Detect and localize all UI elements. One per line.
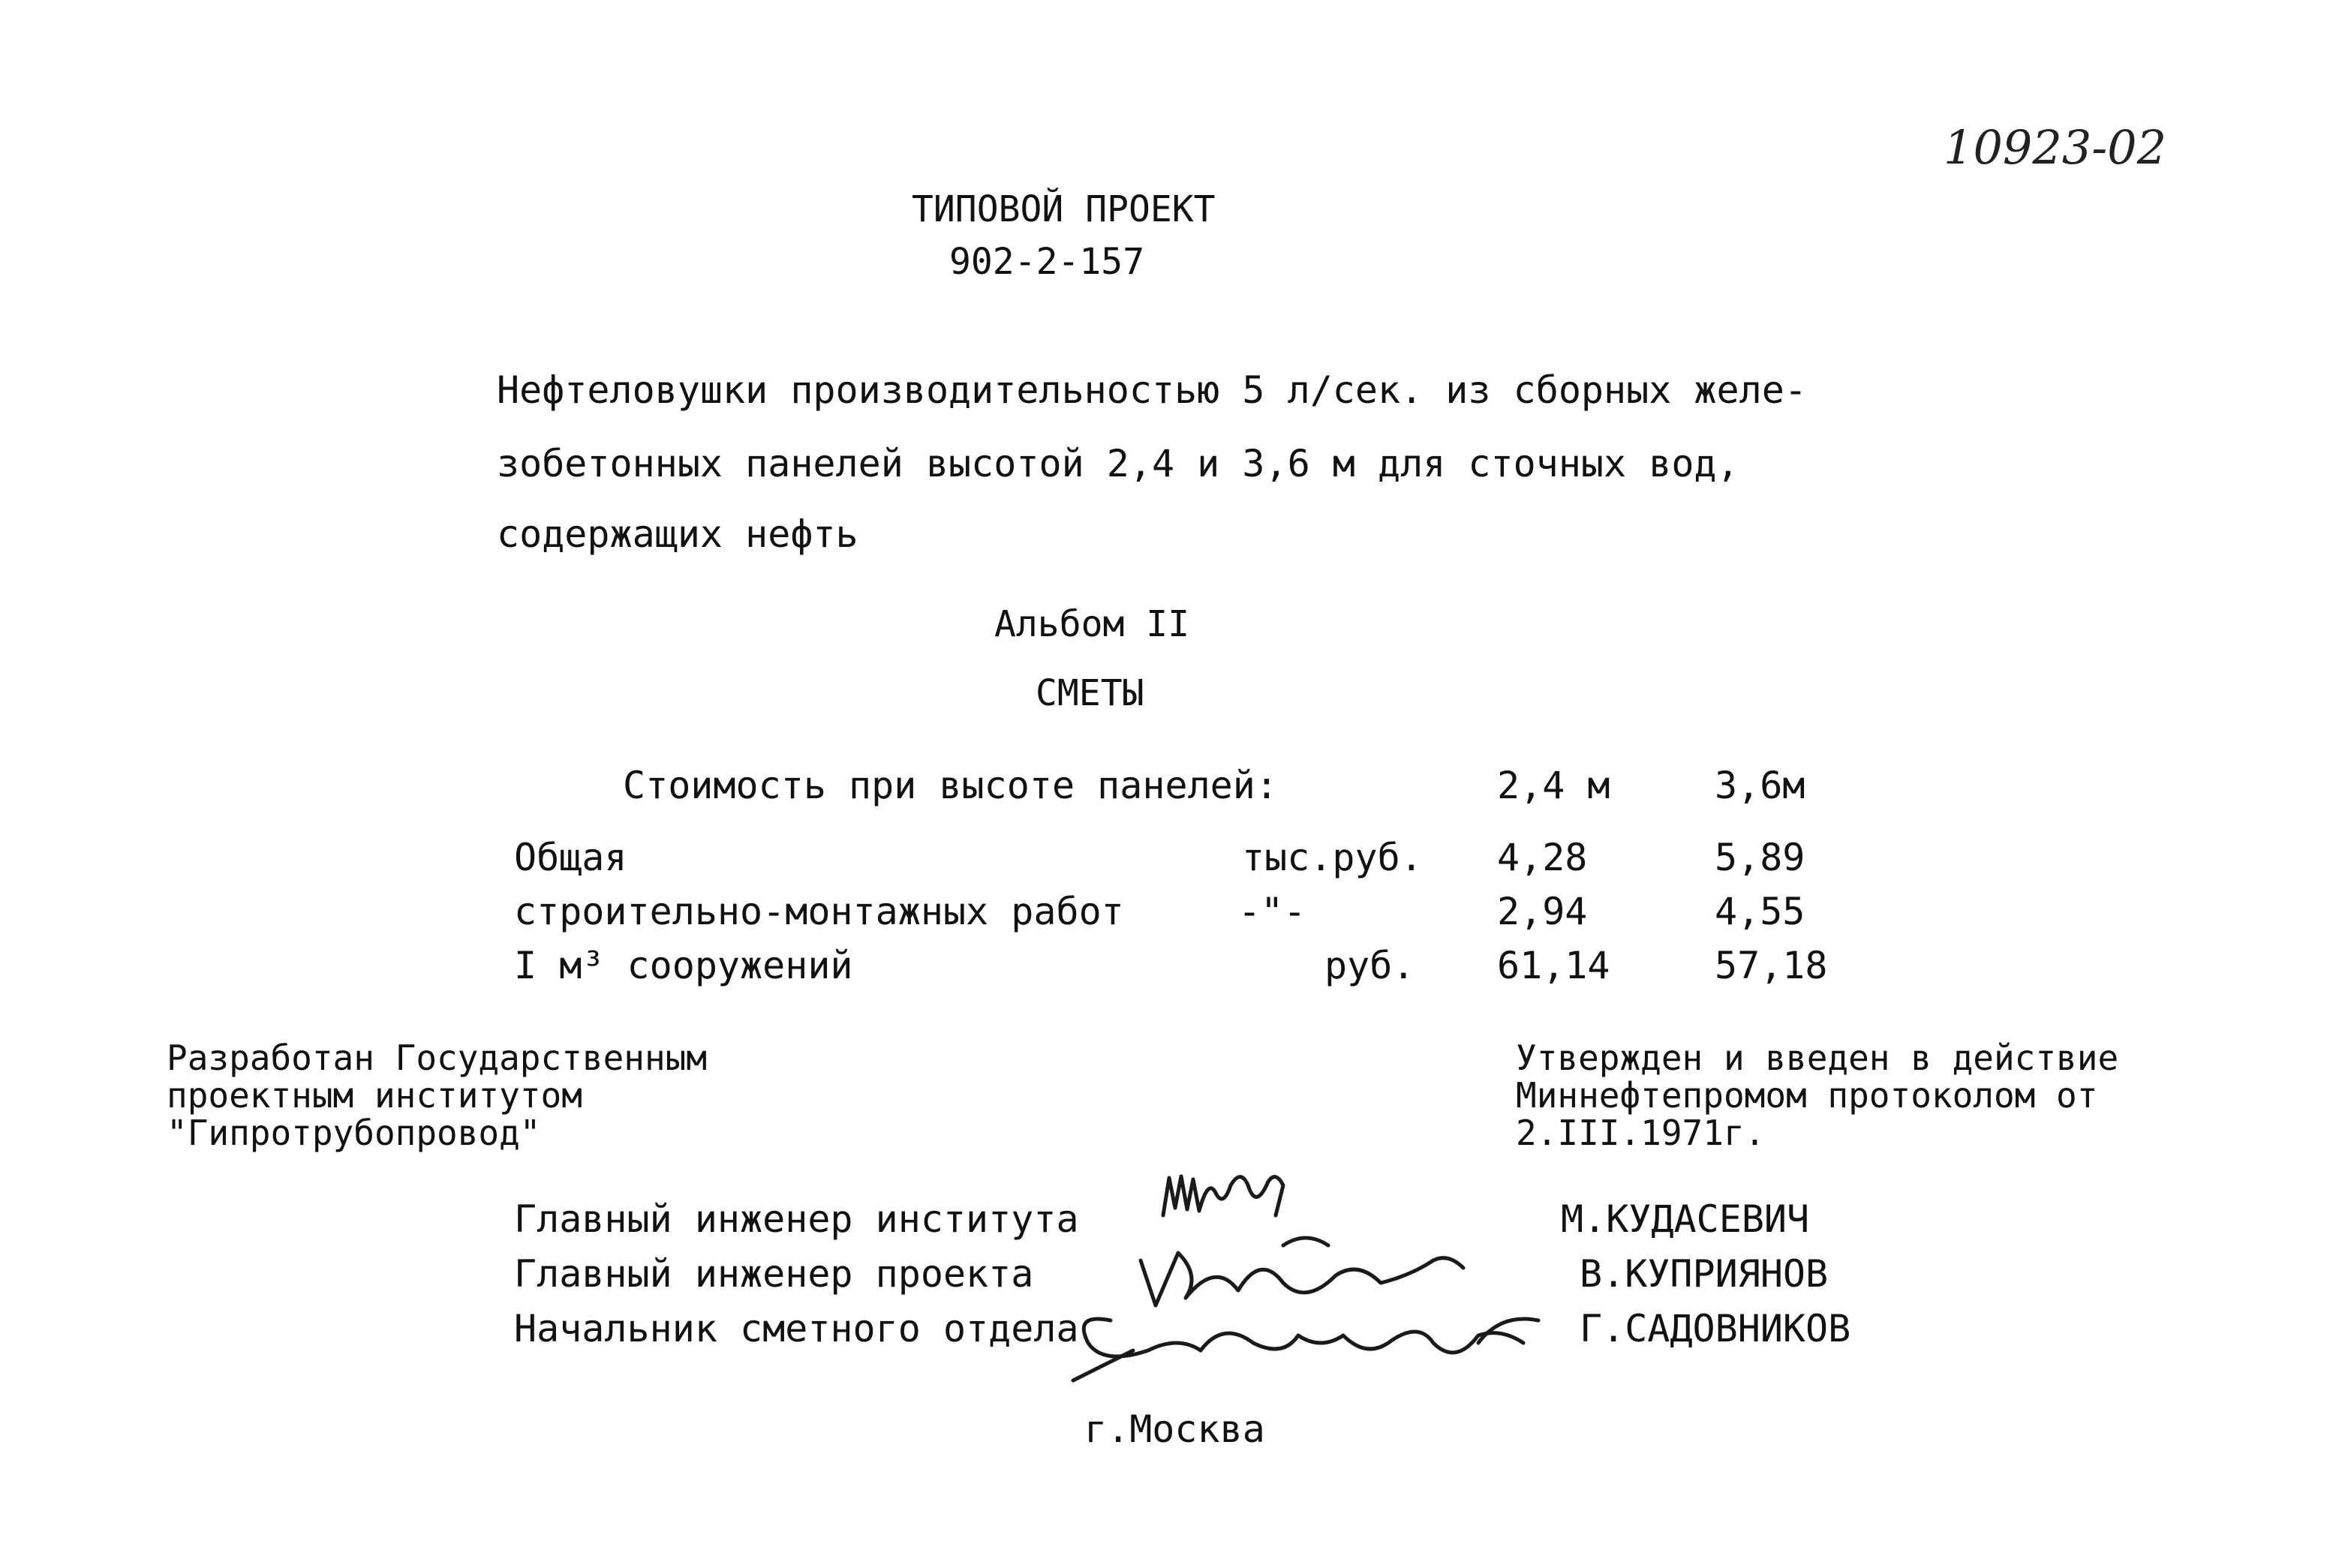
- city: г.Москва: [1084, 1407, 1265, 1451]
- project-number: 902-2-157: [949, 241, 1145, 283]
- signatory-name-3: Г.САДОВНИКОВ: [1580, 1307, 1851, 1350]
- cost-row-per-m3-label: I м³ сооружений: [514, 944, 853, 987]
- cost-table-header: Стоимость при высоте панелей:: [623, 764, 1278, 807]
- approval-line-3: 2.III.1971г.: [1516, 1113, 1766, 1153]
- cost-col-3-6m: 3,6м: [1715, 764, 1805, 807]
- cost-row-construction-unit: -"-: [1238, 890, 1306, 933]
- cost-row-total-v2: 5,89: [1715, 836, 1805, 879]
- approval-line-2: Миннефтепромом протоколом от: [1516, 1075, 2098, 1116]
- signatory-name-1: М.КУДАСЕВИЧ: [1561, 1197, 1810, 1241]
- description-line-1: Нефтеловушки производительностью 5 л/сек. из сборных желе-: [497, 368, 1807, 412]
- approval-line-1: Утвержден и введен в действие: [1516, 1038, 2119, 1078]
- section-title: СМЕТЫ: [1036, 672, 1144, 714]
- album-label: Альбом II: [994, 603, 1190, 645]
- description-line-2: зобетонных панелей высотой 2,4 и 3,6 м для сточных вод,: [497, 442, 1739, 485]
- cost-row-construction-v2: 4,55: [1715, 890, 1805, 933]
- developer-line-3: "Гипротрубопровод": [167, 1113, 541, 1153]
- signatory-role-3: Начальник сметного отдела: [514, 1307, 1079, 1350]
- project-type-title: ТИПОВОЙ ПРОЕКТ: [912, 188, 1216, 230]
- cost-row-construction-v1: 2,94: [1497, 890, 1588, 933]
- cost-row-construction-label: строительно-монтажных работ: [514, 890, 1124, 933]
- cost-row-total-label: Общая: [514, 836, 627, 879]
- cost-row-per-m3-v1: 61,14: [1497, 944, 1610, 987]
- cost-col-2-4m: 2,4 м: [1497, 764, 1610, 807]
- developer-line-2: проектным институтом: [167, 1075, 582, 1116]
- cost-row-total-unit: тыс.руб.: [1242, 836, 1423, 879]
- description-line-3: содержащих нефть: [497, 512, 858, 556]
- document-number: 10923-02: [1944, 120, 2167, 175]
- cost-row-per-m3-unit: руб.: [1324, 944, 1415, 987]
- signatory-role-2: Главный инженер проекта: [514, 1252, 1034, 1296]
- cost-row-total-v1: 4,28: [1497, 836, 1588, 879]
- signatory-name-2: В.КУПРИЯНОВ: [1580, 1252, 1829, 1296]
- signature-estimate-chief: [1028, 1290, 1568, 1395]
- signatory-role-1: Главный инженер института: [514, 1197, 1079, 1241]
- cost-row-per-m3-v2: 57,18: [1715, 944, 1828, 987]
- developer-line-1: Разработан Государственным: [167, 1038, 708, 1078]
